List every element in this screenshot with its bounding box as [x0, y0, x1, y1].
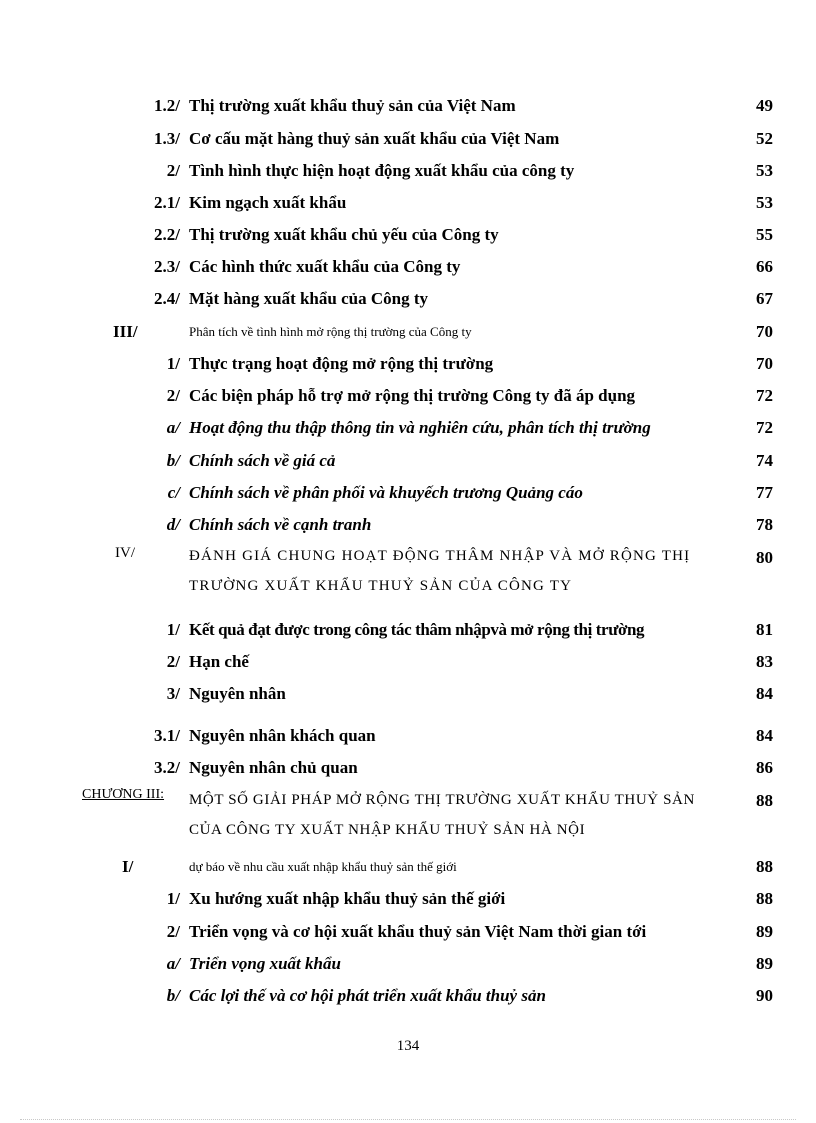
- toc-entry: [0, 416, 816, 440]
- toc-entry: [0, 682, 816, 706]
- entry-number: III/: [113, 322, 138, 341]
- toc-entry: [0, 724, 816, 748]
- toc-entry: [0, 887, 816, 911]
- toc-entry: [0, 984, 816, 1008]
- entry-title: Nguyên nhân: [189, 684, 286, 703]
- entry-title: Xu hướng xuất nhập khẩu thuỷ sản thế giới: [189, 889, 506, 908]
- entry-title: Nguyên nhân chủ quan: [189, 758, 358, 777]
- entry-number: 2.4/: [154, 289, 180, 308]
- toc-entry: [0, 541, 816, 601]
- page-bottom-divider: [20, 1119, 796, 1120]
- entry-number: 2.2/: [154, 225, 180, 244]
- entry-page: 88: [756, 857, 773, 876]
- entry-title: Mặt hàng xuất khẩu của Công ty: [189, 289, 428, 308]
- entry-page: 55: [756, 225, 773, 244]
- entry-title: Phân tích về tình hình mở rộng thị trường của Công ty: [189, 324, 472, 339]
- entry-title: Các hình thức xuất khẩu của Công ty: [189, 257, 461, 276]
- toc-entry: [0, 320, 816, 344]
- entry-page: 89: [756, 922, 773, 941]
- entry-page: 72: [756, 386, 773, 405]
- toc-entry: [0, 223, 816, 247]
- entry-number: 1/: [166, 354, 180, 373]
- entry-title: Hạn chế: [189, 652, 249, 671]
- toc-entry: [0, 287, 816, 311]
- entry-title: Thị trường xuất khẩu thuỷ sản của Việt Nam: [189, 96, 516, 115]
- entry-page: 70: [756, 322, 773, 341]
- entry-number: b/: [166, 451, 180, 470]
- page-number: 134: [396, 1038, 420, 1054]
- toc-entry: [0, 756, 816, 780]
- entry-page: 81: [756, 620, 773, 639]
- chapter-label: CHƯƠNG III:: [82, 787, 165, 802]
- entry-page: 86: [756, 758, 773, 777]
- entry-title: Cơ cấu mặt hàng thuỷ sản xuất khẩu của Việt Nam: [189, 129, 560, 148]
- entry-page: 83: [756, 652, 773, 671]
- entry-title: Chính sách về cạnh tranh: [189, 515, 372, 534]
- entry-number: 3.2/: [154, 758, 180, 777]
- entry-page: 72: [756, 418, 773, 437]
- entry-number: c/: [167, 483, 180, 502]
- toc-entry: [0, 513, 816, 537]
- entry-number: 2.3/: [154, 257, 180, 276]
- toc-entry: [0, 449, 816, 473]
- entry-number: 2/: [166, 161, 180, 180]
- entry-number: 3.1/: [154, 726, 180, 745]
- entry-title: Các biện pháp hỗ trợ mở rộng thị trường Công ty đã áp dụng: [189, 386, 636, 405]
- entry-number: 2/: [166, 922, 180, 941]
- toc-entry: [0, 785, 816, 845]
- entry-number: 2/: [166, 652, 180, 671]
- entry-page: 88: [756, 791, 773, 810]
- entry-page: 49: [756, 96, 773, 115]
- entry-page: 84: [756, 726, 773, 745]
- entry-title: Hoạt động thu thập thông tin và nghiên cứu, phân tích thị trường: [189, 418, 651, 437]
- toc-entry: [0, 920, 816, 944]
- entry-number: 2.1/: [154, 193, 180, 212]
- entry-number: 2/: [166, 386, 180, 405]
- entry-page: 53: [756, 161, 773, 180]
- toc-entry: [0, 255, 816, 279]
- entry-title: MỘT SỐ GIẢI PHÁP MỞ RỘNG THỊ TRƯỜNG XUẤT KHẨU THUỶ SẢN CỦA CÔNG TY XUẤT NHẬP KHẨU THUỶ SẢN HÀ NỘI: [189, 792, 695, 838]
- toc-entry: [0, 159, 816, 183]
- entry-page: 90: [756, 986, 773, 1005]
- entry-title: Tình hình thực hiện hoạt động xuất khẩu của công ty: [189, 161, 575, 180]
- entry-page: 67: [756, 289, 773, 308]
- entry-page: 66: [756, 257, 773, 276]
- entry-page: 52: [756, 129, 773, 148]
- entry-title: Chính sách về giá cả: [189, 451, 336, 470]
- entry-page: 53: [756, 193, 773, 212]
- entry-number: 1.2/: [154, 96, 180, 115]
- entry-title: Thị trường xuất khẩu chủ yếu của Công ty: [189, 225, 499, 244]
- entry-page: 88: [756, 889, 773, 908]
- entry-title: Chính sách về phân phối và khuyếch trương Quảng cáo: [189, 483, 583, 502]
- entry-title: Kim ngạch xuất khẩu: [189, 193, 347, 212]
- entry-page: 84: [756, 684, 773, 703]
- entry-title: dự báo về nhu cầu xuất nhập khẩu thuỷ sản thế giới: [189, 859, 457, 874]
- entry-title: Triển vọng và cơ hội xuất khẩu thuỷ sản Việt Nam thời gian tới: [189, 922, 647, 941]
- toc-entry: [0, 127, 816, 151]
- entry-page: 70: [756, 354, 773, 373]
- toc-entry: [0, 384, 816, 408]
- toc-entry: [0, 191, 816, 215]
- toc-entry: [0, 481, 816, 505]
- entry-page: 77: [756, 483, 773, 502]
- entry-page: 80: [756, 548, 773, 567]
- entry-number: 1/: [166, 889, 180, 908]
- entry-title: Nguyên nhân khách quan: [189, 726, 376, 745]
- entry-number: 1.3/: [154, 129, 180, 148]
- entry-number: a/: [166, 418, 180, 437]
- entry-title: Thực trạng hoạt động mở rộng thị trường: [189, 354, 494, 373]
- entry-title: Triển vọng xuất khẩu: [189, 954, 341, 973]
- toc-entry: [0, 650, 816, 674]
- toc-entry: [0, 855, 816, 879]
- toc-entry: [0, 352, 816, 376]
- entry-number: 1/: [166, 620, 180, 639]
- entry-page: 78: [756, 515, 773, 534]
- entry-number: a/: [166, 954, 180, 973]
- entry-title: Kết quả đạt được trong công tác thâm nhậpvà mở rộng thị trường: [189, 620, 645, 639]
- entry-number: 3/: [166, 684, 180, 703]
- toc-entry: [0, 618, 816, 642]
- toc-entry: [0, 94, 816, 118]
- entry-number: b/: [166, 986, 180, 1005]
- entry-number: d/: [166, 515, 180, 534]
- entry-title: Các lợi thế và cơ hội phát triển xuất khẩu thuỷ sản: [189, 986, 546, 1005]
- entry-number: I/: [122, 857, 134, 876]
- entry-page: 74: [756, 451, 773, 470]
- entry-page: 89: [756, 954, 773, 973]
- entry-title: ĐÁNH GIÁ CHUNG HOẠT ĐỘNG THÂM NHẬP VÀ MỞ RỘNG THỊ TRƯỜNG XUẤT KHẨU THUỶ SẢN CỦA CÔNG TY: [189, 548, 691, 594]
- toc-entry: [0, 952, 816, 976]
- entry-number: IV/: [115, 545, 135, 561]
